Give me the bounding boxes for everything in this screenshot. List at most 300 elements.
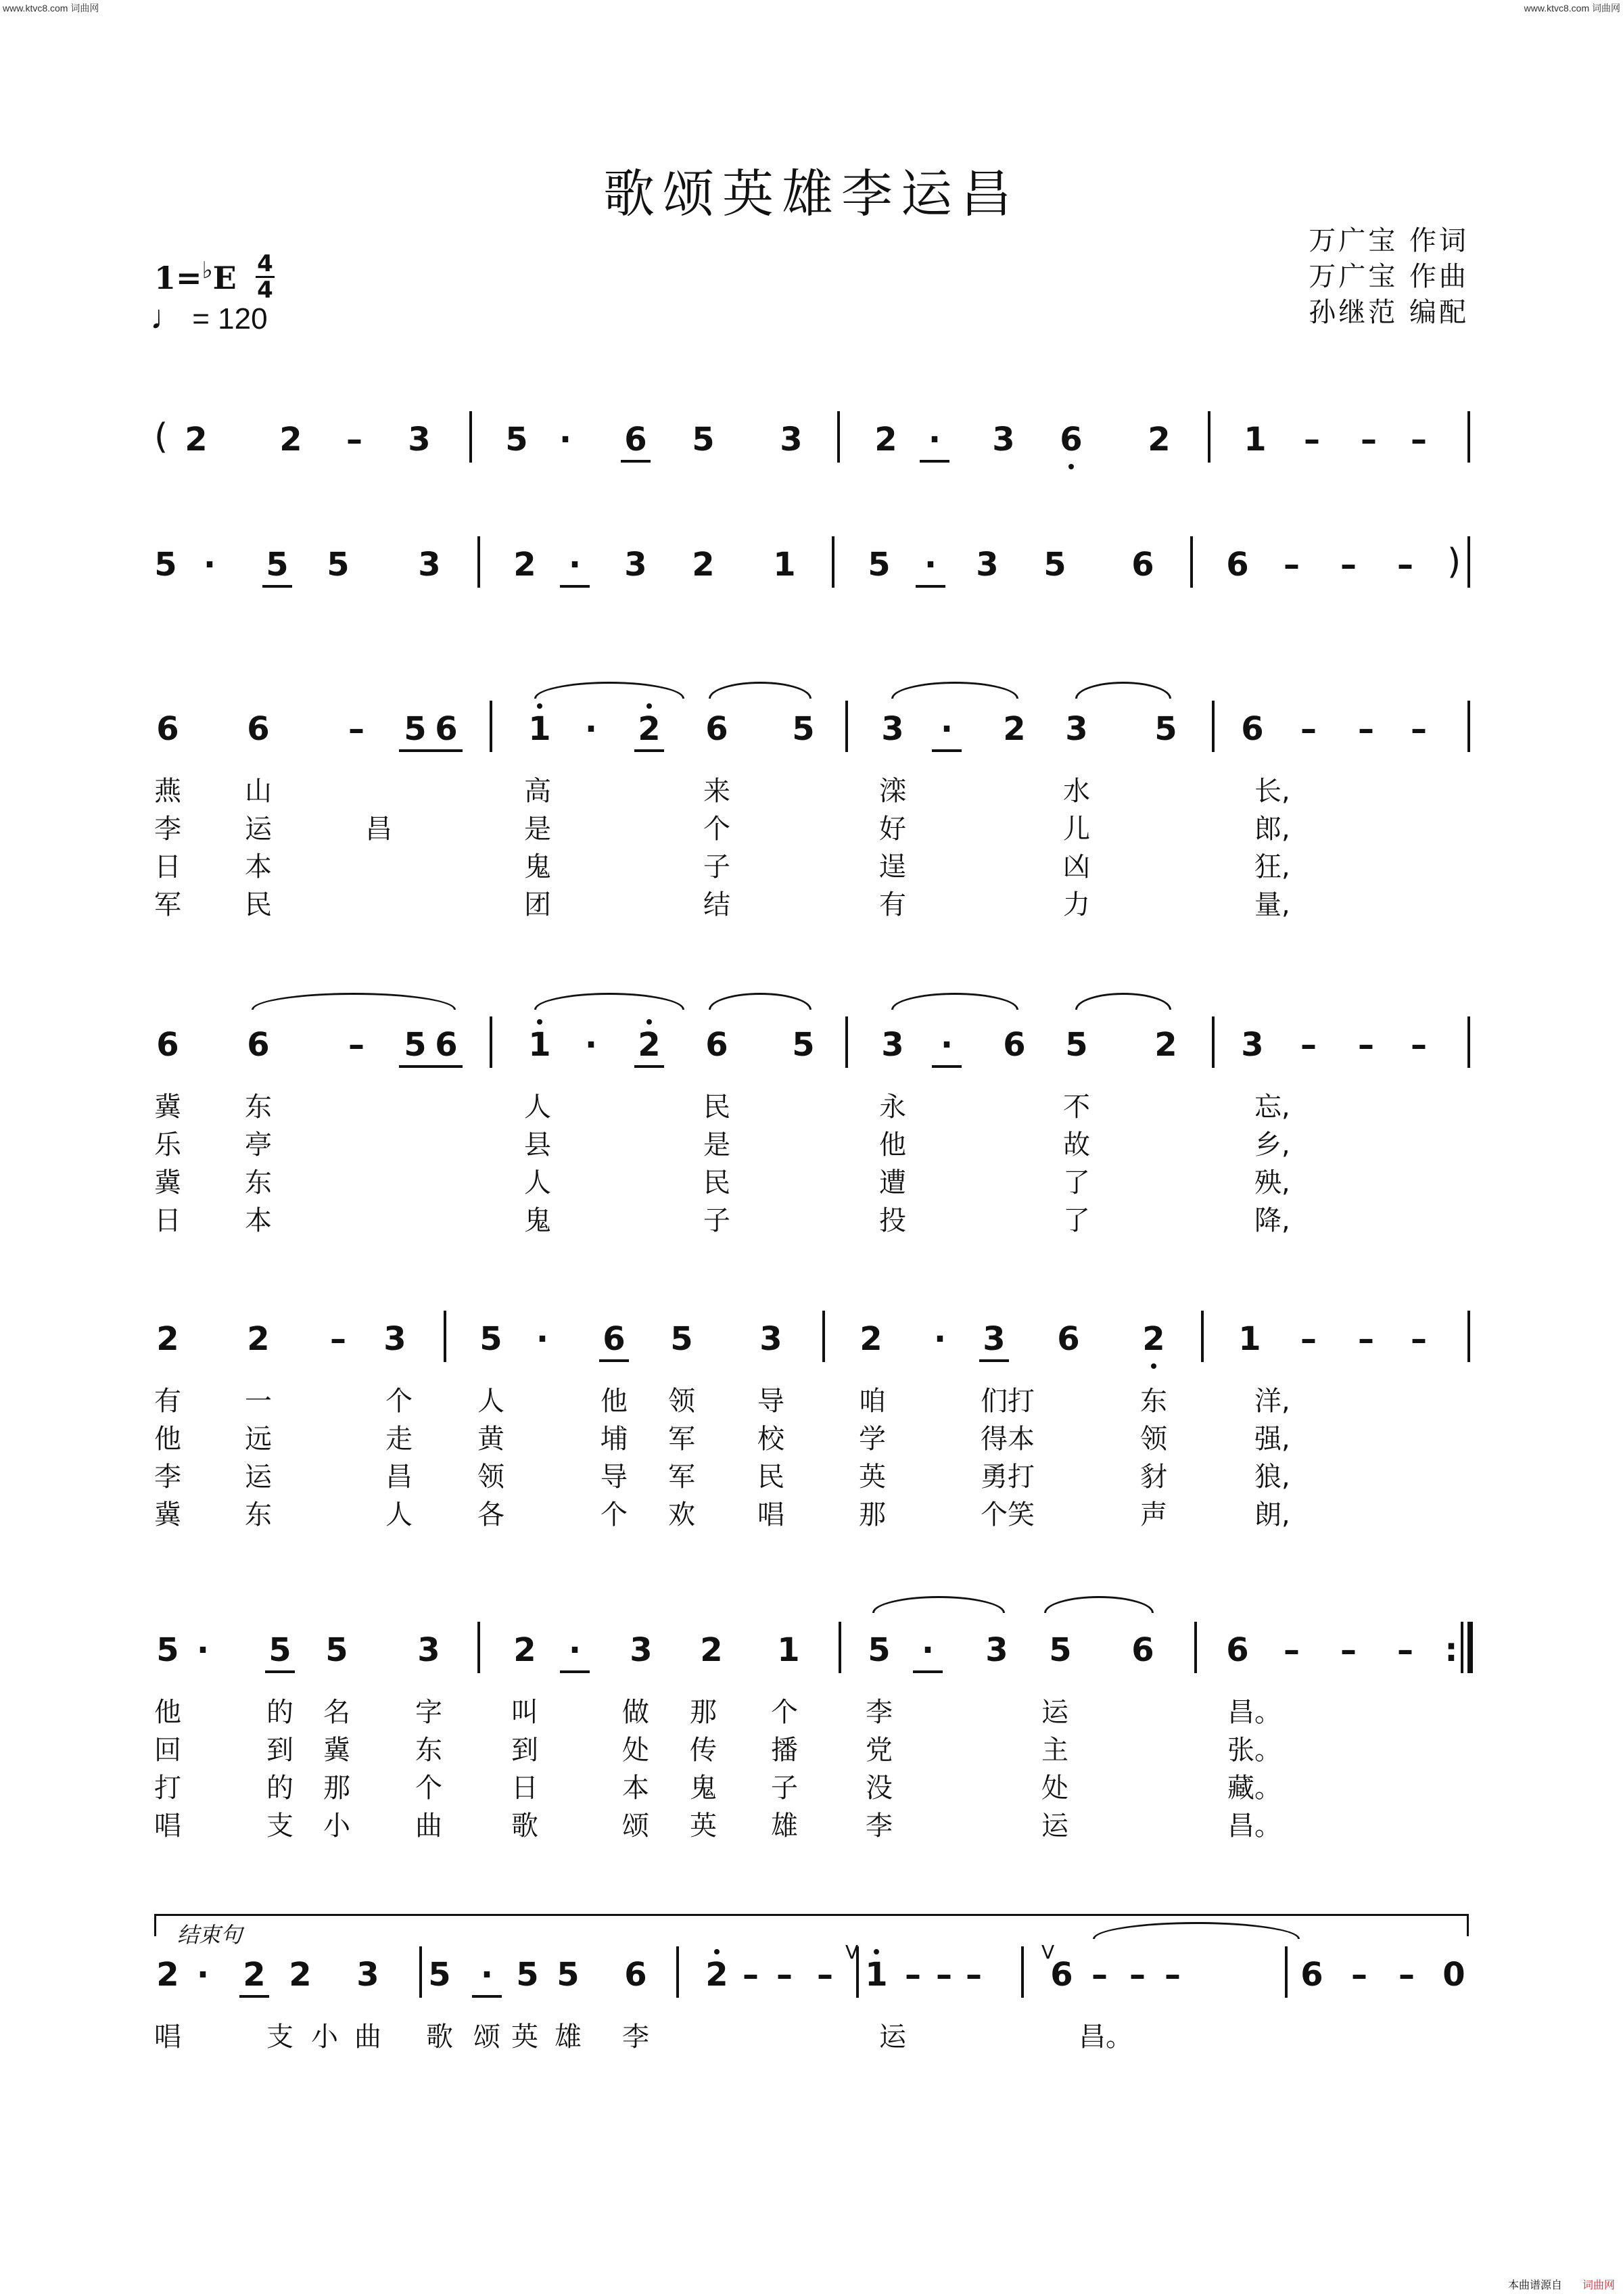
lyric-char: 忘, (1254, 1092, 1290, 1123)
lyric-char: 洋, (1254, 1386, 1290, 1417)
lyric-char: 军 (668, 1424, 695, 1455)
note: 6 (1050, 1956, 1073, 1994)
note: 5 (1049, 1631, 1072, 1669)
lyric-char: 打 (1008, 1461, 1035, 1493)
dash-extension: – (1397, 546, 1413, 584)
underline-beam (399, 749, 463, 752)
dash-extension: – (1304, 421, 1320, 459)
dot-extension: · (933, 1320, 947, 1358)
lyric-char: 乐 (154, 1129, 181, 1161)
lyric-char: 了 (1063, 1205, 1090, 1236)
lyric-char: 东 (245, 1092, 272, 1123)
note: 6 (705, 710, 728, 748)
note: 5 (868, 546, 891, 584)
lyric-char: 的 (266, 1773, 293, 1804)
lyric-char: 东 (1140, 1386, 1167, 1417)
barline (837, 411, 840, 463)
dot-extension: · (924, 546, 937, 584)
barline (1467, 701, 1470, 752)
lyric-char: 远 (245, 1424, 272, 1455)
lyric-char: 各 (477, 1499, 504, 1530)
note: 5 (325, 1631, 348, 1669)
lyric-char: 昌。 (1079, 2021, 1133, 2053)
lyric-char: 团 (524, 889, 551, 920)
underline-beam (265, 1670, 295, 1673)
note: 6 (1060, 421, 1083, 459)
note: 6 (705, 1026, 728, 1064)
note: 2 (513, 1631, 536, 1669)
underline-beam (979, 1359, 1009, 1362)
note: 6 (1241, 710, 1264, 748)
octave-dot-high (646, 1019, 652, 1025)
lyric-char: 东 (245, 1499, 272, 1530)
lyric-char: 民 (757, 1461, 784, 1493)
lyric-char: 高 (524, 776, 551, 807)
underline-beam (932, 749, 962, 752)
dash-extension: – (1411, 1026, 1427, 1064)
lyric-char: 降, (1254, 1205, 1290, 1236)
note: 2 (1154, 1026, 1177, 1064)
lyric-char: 播 (771, 1735, 798, 1766)
note: 6 (1226, 546, 1249, 584)
octave-dot-high (537, 1019, 542, 1025)
barline (477, 536, 480, 588)
lyric-char: 个 (385, 1386, 413, 1417)
lyric-char: 回 (154, 1735, 181, 1766)
note: 3 (1065, 710, 1088, 748)
lyric-char: 做 (622, 1697, 649, 1728)
lyric-char: 了 (1063, 1167, 1090, 1198)
note: 5 (428, 1956, 451, 1994)
note: 2 (185, 421, 208, 459)
note: 0 (1442, 1956, 1465, 1994)
lyric-char: 唱 (154, 2021, 181, 2053)
lyric-char: 昌。 (1227, 1810, 1281, 1842)
octave-dot-low (1068, 464, 1074, 469)
lyric-char: 英 (690, 1810, 717, 1842)
dash-extension: – (936, 1956, 952, 1994)
lyric-char: 个 (415, 1773, 442, 1804)
lyric-char: 结 (703, 889, 730, 920)
lyric-char: 冀 (323, 1735, 350, 1766)
lyric-char: 英 (859, 1461, 886, 1493)
lyric-char: 冀 (154, 1167, 181, 1198)
dash-extension: – (1411, 710, 1427, 748)
octave-dot-high (537, 703, 542, 709)
underline-beam (932, 1065, 962, 1068)
note: 1 (777, 1631, 800, 1669)
note: 6 (435, 1026, 458, 1064)
lyric-char: 咱 (859, 1386, 886, 1417)
parenthesis: ) (1447, 542, 1461, 582)
site-watermark-left: www.ktvc8.com 词曲网 (3, 3, 99, 14)
dash-extension: – (1351, 1956, 1367, 1994)
slur (891, 993, 1018, 1010)
dash-extension: – (1358, 1026, 1374, 1064)
lyric-char: 日 (154, 1205, 181, 1236)
underline-beam (472, 1995, 502, 1998)
barline (1212, 701, 1215, 752)
note: 2 (243, 1956, 266, 1994)
note: 2 (1148, 421, 1171, 459)
note: 6 (603, 1320, 626, 1358)
lyric-char: 人 (524, 1092, 551, 1123)
octave-dot-high (646, 703, 652, 709)
lyric-char: 那 (859, 1499, 886, 1530)
note: 6 (156, 1026, 179, 1064)
barline (490, 701, 492, 752)
footer-source: 本曲谱源自 (1507, 2280, 1562, 2291)
lyric-char: 冀 (154, 1092, 181, 1123)
note: 3 (780, 421, 803, 459)
dot-extension: · (584, 710, 598, 748)
note: 3 (985, 1631, 1008, 1669)
dash-extension: – (817, 1956, 833, 1994)
barline (676, 1946, 679, 1998)
lyric-char: 县 (524, 1129, 551, 1161)
dash-extension: – (348, 1026, 364, 1064)
notation-row (0, 1630, 1623, 1684)
note: 6 (1131, 546, 1154, 584)
note: 2 (156, 1956, 179, 1994)
note: 3 (976, 546, 999, 584)
lyric-char: 英 (511, 2021, 538, 2053)
barline (1467, 536, 1470, 588)
dot-extension: · (940, 1026, 954, 1064)
lyric-char: 好 (879, 814, 906, 845)
lyric-char: 东 (245, 1167, 272, 1198)
lyric-char: 声 (1140, 1499, 1167, 1530)
lyric-char: 曲 (354, 2021, 381, 2053)
barline (1467, 1016, 1470, 1068)
lyric-char: 昌 (365, 814, 392, 845)
barline (832, 536, 834, 588)
underline-beam (560, 1670, 590, 1673)
dot-extension: · (568, 1631, 582, 1669)
note: 6 (624, 421, 647, 459)
time-signature: 4 4 (256, 252, 275, 302)
note: 5 (792, 710, 815, 748)
note: 5 (156, 1631, 179, 1669)
lyric-char: 本 (1008, 1424, 1035, 1455)
lyric-char: 李 (622, 2021, 649, 2053)
lyric-char: 导 (757, 1386, 784, 1417)
lyric-char: 豺 (1140, 1461, 1167, 1493)
lyric-char: 量, (1254, 889, 1290, 920)
arranger: 孙继范 编配 (1309, 297, 1469, 328)
note: 6 (247, 710, 270, 748)
dash-extension: – (1300, 710, 1317, 748)
dash-extension: – (905, 1956, 921, 1994)
barline (845, 701, 848, 752)
barline (469, 411, 472, 463)
lyric-char: 日 (154, 851, 181, 883)
lyric-char: 乡, (1254, 1129, 1290, 1161)
lyric-char: 党 (866, 1735, 893, 1766)
dash-extension: – (1340, 1631, 1357, 1669)
note: 6 (435, 710, 458, 748)
dash-extension: – (1411, 1320, 1427, 1358)
dash-extension: – (1397, 1631, 1413, 1669)
note: 3 (759, 1320, 782, 1358)
note: 3 (356, 1956, 379, 1994)
lyric-char: 歌 (511, 1810, 538, 1842)
note: 1 (1244, 421, 1267, 459)
note: 5 (692, 421, 715, 459)
barline (822, 1311, 825, 1362)
lyric-char: 藏。 (1227, 1773, 1281, 1804)
dot-extension: · (480, 1956, 494, 1994)
note: 6 (1300, 1956, 1323, 1994)
lyric-char: 张。 (1227, 1735, 1281, 1766)
note: 3 (630, 1631, 653, 1669)
note: 3 (383, 1320, 406, 1358)
underline-beam (239, 1995, 269, 1998)
dot-extension: · (928, 421, 941, 459)
lyric-char: 个 (981, 1499, 1008, 1530)
lyric-char: 是 (703, 1129, 730, 1161)
lyric-char: 名 (323, 1697, 350, 1728)
lyric-char: 学 (859, 1424, 886, 1455)
key-signature: 1=♭E (154, 257, 237, 296)
lyric-char: 狼, (1254, 1461, 1290, 1493)
underline-beam (916, 585, 945, 588)
lyric-char: 儿 (1063, 814, 1090, 845)
note: 5 (404, 710, 427, 748)
lyric-char: 唱 (757, 1499, 784, 1530)
lyric-char: 的 (266, 1697, 293, 1728)
note: 6 (1057, 1320, 1080, 1358)
dash-extension: – (1300, 1320, 1317, 1358)
slur (252, 993, 456, 1010)
lyric-char: 永 (879, 1092, 906, 1123)
underline-beam (399, 1065, 463, 1068)
lyric-char: 领 (1140, 1424, 1167, 1455)
lyric-char: 朗, (1254, 1499, 1290, 1530)
lyric-char: 子 (771, 1773, 798, 1804)
underline-beam (621, 460, 651, 463)
barline (490, 1016, 492, 1068)
lyric-char: 故 (1063, 1129, 1090, 1161)
lyric-char: 李 (154, 814, 181, 845)
barline (1021, 1946, 1024, 1998)
lyric-char: 个 (601, 1499, 628, 1530)
note: 6 (156, 710, 179, 748)
footer-site: 词曲网 (1582, 2280, 1615, 2291)
repeat-sign: : (1444, 1631, 1458, 1669)
lyric-char: 运 (245, 814, 272, 845)
lyric-char: 人 (524, 1167, 551, 1198)
octave-dot-high (874, 1949, 879, 1954)
dash-extension: – (1129, 1956, 1146, 1994)
lyric-char: 到 (511, 1735, 538, 1766)
barline (1194, 1622, 1197, 1673)
lyric-char: 人 (385, 1499, 413, 1530)
lyric-char: 冀 (154, 1499, 181, 1530)
barline (845, 1016, 848, 1068)
dash-extension: – (1284, 546, 1300, 584)
barline (419, 1946, 422, 1998)
notation-row (0, 1954, 1623, 2009)
lyric-char: 狂, (1254, 851, 1290, 883)
lyric-char: 力 (1063, 889, 1090, 920)
note: 3 (983, 1320, 1006, 1358)
lyric-char: 歌 (426, 2021, 453, 2053)
lyric-char: 笑 (1008, 1499, 1035, 1530)
lyric-char: 校 (757, 1424, 784, 1455)
lyric-char: 不 (1063, 1092, 1090, 1123)
note: 5 (670, 1320, 693, 1358)
lyric-char: 投 (879, 1205, 906, 1236)
note: 5 (266, 546, 289, 584)
octave-dot-high (714, 1949, 720, 1954)
lyric-char: 勇 (981, 1461, 1008, 1493)
lyric-char: 颂 (622, 1810, 649, 1842)
underline-beam (634, 1065, 664, 1068)
lyric-char: 他 (601, 1386, 628, 1417)
dash-extension: – (1398, 1956, 1415, 1994)
note: 3 (881, 1026, 904, 1064)
lyric-char: 处 (1041, 1773, 1068, 1804)
dot-extension: · (568, 546, 582, 584)
barline (839, 1622, 841, 1673)
slur (1044, 1596, 1154, 1613)
octave-dot-low (1151, 1363, 1156, 1369)
lyric-char: 运 (879, 2021, 906, 2053)
note: 1 (773, 546, 796, 584)
lyric-char: 子 (703, 1205, 730, 1236)
dash-extension: – (346, 421, 362, 459)
note: 6 (247, 1026, 270, 1064)
note: 1 (528, 710, 551, 748)
lyric-char: 他 (154, 1424, 181, 1455)
lyric-char: 军 (154, 889, 181, 920)
lyric-char: 个 (703, 814, 730, 845)
lyric-char: 东 (415, 1735, 442, 1766)
note: 5 (516, 1956, 539, 1994)
dash-extension: – (1165, 1956, 1181, 1994)
breath-mark: V (1041, 1941, 1055, 1963)
notation-row (0, 1025, 1623, 1079)
site-watermark-right: www.ktvc8.com 词曲网 (1524, 3, 1620, 14)
lyricist: 万广宝 作词 (1309, 225, 1469, 256)
notation-row (0, 709, 1623, 763)
dot-extension: · (940, 710, 954, 748)
note: 6 (1131, 1631, 1154, 1669)
dash-extension: – (1358, 710, 1374, 748)
barline (1467, 411, 1470, 463)
note: 3 (624, 546, 647, 584)
breath-mark: V (845, 1941, 859, 1963)
lyric-char: 领 (668, 1386, 695, 1417)
note: 3 (408, 421, 431, 459)
lyric-char: 欢 (668, 1499, 695, 1530)
lyric-char: 滦 (879, 776, 906, 807)
dot-extension: · (584, 1026, 598, 1064)
dot-extension: · (921, 1631, 935, 1669)
lyric-char: 民 (703, 1092, 730, 1123)
note: 3 (1241, 1026, 1264, 1064)
note: 1 (865, 1956, 888, 1994)
lyric-char: 主 (1041, 1735, 1068, 1766)
tempo-marking: ♩ = 120 (150, 298, 268, 336)
lyric-char: 民 (245, 889, 272, 920)
dot-extension: · (196, 1956, 210, 1994)
dot-extension: · (536, 1320, 549, 1358)
lyric-char: 郎, (1254, 814, 1290, 845)
slur (709, 993, 812, 1010)
slur (534, 682, 684, 699)
lyric-char: 得 (981, 1424, 1008, 1455)
barline (1467, 1311, 1470, 1362)
barline (1285, 1946, 1288, 1998)
lyric-char: 鬼 (524, 1205, 551, 1236)
lyric-char: 埔 (601, 1424, 628, 1455)
lyric-char: 子 (703, 851, 730, 883)
slur (1075, 682, 1171, 699)
dash-extension: – (330, 1320, 346, 1358)
lyric-char: 小 (323, 1810, 350, 1842)
lyric-char: 日 (511, 1773, 538, 1804)
note: 5 (1065, 1026, 1088, 1064)
lyric-char: 走 (385, 1424, 413, 1455)
note: 2 (247, 1320, 270, 1358)
lyric-char: 黄 (477, 1424, 504, 1455)
lyric-char: 是 (524, 814, 551, 845)
lyric-char: 本 (622, 1773, 649, 1804)
lyric-char: 燕 (154, 776, 181, 807)
notation-row (0, 419, 1623, 473)
lyric-char: 李 (866, 1697, 893, 1728)
note: 2 (1142, 1320, 1165, 1358)
ending-label: 结束句 (177, 1923, 243, 1947)
lyric-char: 打 (154, 1773, 181, 1804)
lyric-char: 本 (245, 851, 272, 883)
note: 2 (1003, 710, 1026, 748)
note: 3 (417, 1631, 440, 1669)
lyric-char: 李 (866, 1810, 893, 1842)
notation-row (0, 1319, 1623, 1373)
dash-extension: – (1361, 421, 1377, 459)
lyric-char: 到 (266, 1735, 293, 1766)
lyric-char: 鬼 (690, 1773, 717, 1804)
underline-beam (262, 585, 292, 588)
dot-extension: · (203, 546, 216, 584)
lyric-char: 打 (1008, 1386, 1035, 1417)
lyric-char: 有 (879, 889, 906, 920)
final-barline (1467, 1622, 1473, 1673)
lyric-char: 运 (1041, 1810, 1068, 1842)
dash-extension: – (348, 710, 364, 748)
slur (1075, 993, 1171, 1010)
composer: 万广宝 作曲 (1309, 261, 1469, 292)
lyric-char: 运 (245, 1461, 272, 1493)
note: 5 (1154, 710, 1177, 748)
note: 2 (705, 1956, 728, 1994)
note: 5 (479, 1320, 502, 1358)
lyric-char: 人 (477, 1386, 504, 1417)
lyric-char: 本 (245, 1205, 272, 1236)
lyric-char: 个 (771, 1697, 798, 1728)
note: 1 (1238, 1320, 1261, 1358)
underline-beam (634, 749, 664, 752)
underline-beam (920, 460, 949, 463)
lyric-char: 小 (311, 2021, 338, 2053)
lyric-char: 支 (266, 1810, 293, 1842)
song-title: 歌颂英雄李运昌 (603, 164, 1020, 224)
lyric-char: 凶 (1063, 851, 1090, 883)
lyric-char: 那 (690, 1697, 717, 1728)
